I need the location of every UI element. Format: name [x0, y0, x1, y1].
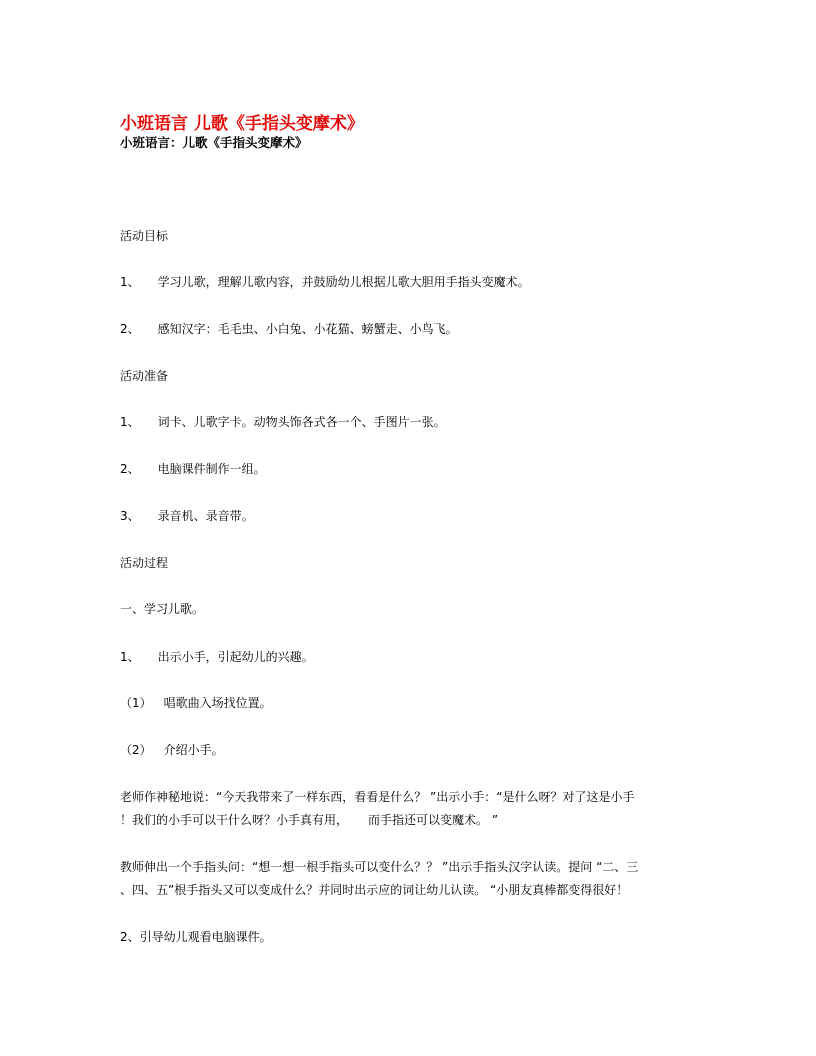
process-substep-1-1: [120, 694, 272, 711]
section-heading-preparation: 活动准备: [120, 369, 169, 383]
goal-item-2: [120, 320, 458, 337]
prep-item-3: [120, 507, 254, 524]
paragraph-finger-question-line-1: 教师伸出一个手指头问：“想一想一根手指头可以变什么？？ ”出示手指头汉字认读。提问 “二、三: [120, 860, 639, 874]
prep-item-1: [120, 413, 446, 430]
list-number: 1、: [120, 275, 140, 289]
section-heading-goals: 活动目标: [120, 229, 169, 243]
list-number: 1、: [120, 650, 140, 664]
document-subtitle: 小班语言：儿歌《手指头变摩术》: [120, 135, 308, 150]
prep-item-2: [120, 460, 266, 477]
list-number: 2、: [120, 322, 140, 336]
paragraph-text: 而手指还可以变魔术。 ”: [368, 813, 499, 827]
list-number: （1）: [120, 696, 152, 710]
document-title: 小班语言 儿歌《手指头变摩术》: [120, 114, 364, 134]
process-substep-1: [120, 648, 314, 665]
paragraph-teacher-intro-line-2: [120, 811, 498, 828]
list-number: （2）: [120, 743, 152, 757]
list-text: 学习儿歌，理解儿歌内容，并鼓励幼儿根据儿歌大胆用手指头变魔术。: [157, 275, 530, 289]
list-text: 录音机、录音带。: [157, 509, 254, 523]
list-text: 电脑课件制作一组。: [157, 462, 266, 476]
paragraph-finger-question-line-2: 、四、五”根手指头又可以变成什么？并同时出示应的词让幼儿认读。 “小朋友真棒都变得很好！: [120, 883, 629, 897]
list-text: 感知汉字：毛毛虫、小白兔、小花猫、螃蟹走、小鸟飞。: [157, 322, 458, 336]
list-text: 介绍小手。: [163, 743, 224, 757]
list-text: 唱歌曲入场找位置。: [163, 696, 272, 710]
list-text: 出示小手，引起幼儿的兴趣。: [157, 650, 314, 664]
process-step-1: 一、学习儿歌。: [120, 602, 205, 616]
list-number: 3、: [120, 509, 140, 523]
paragraph-text: ！我们的小手可以干什么呀？小手真有用，: [120, 813, 349, 827]
list-text: 词卡、儿歌字卡。动物头饰各式各一个、手图片一张。: [157, 415, 446, 429]
list-number: 1、: [120, 415, 140, 429]
goal-item-1: [120, 273, 530, 290]
process-substep-2: 2、引导幼儿观看电脑课件。: [120, 930, 272, 944]
list-number: 2、: [120, 462, 140, 476]
paragraph-teacher-intro-line-1: 老师作神秘地说：“今天我带来了一样东西，看看是什么？ ”出示小手：“是什么呀？对了这是小手: [120, 790, 635, 804]
process-substep-1-2: [120, 741, 224, 758]
section-heading-process: 活动过程: [120, 556, 169, 570]
